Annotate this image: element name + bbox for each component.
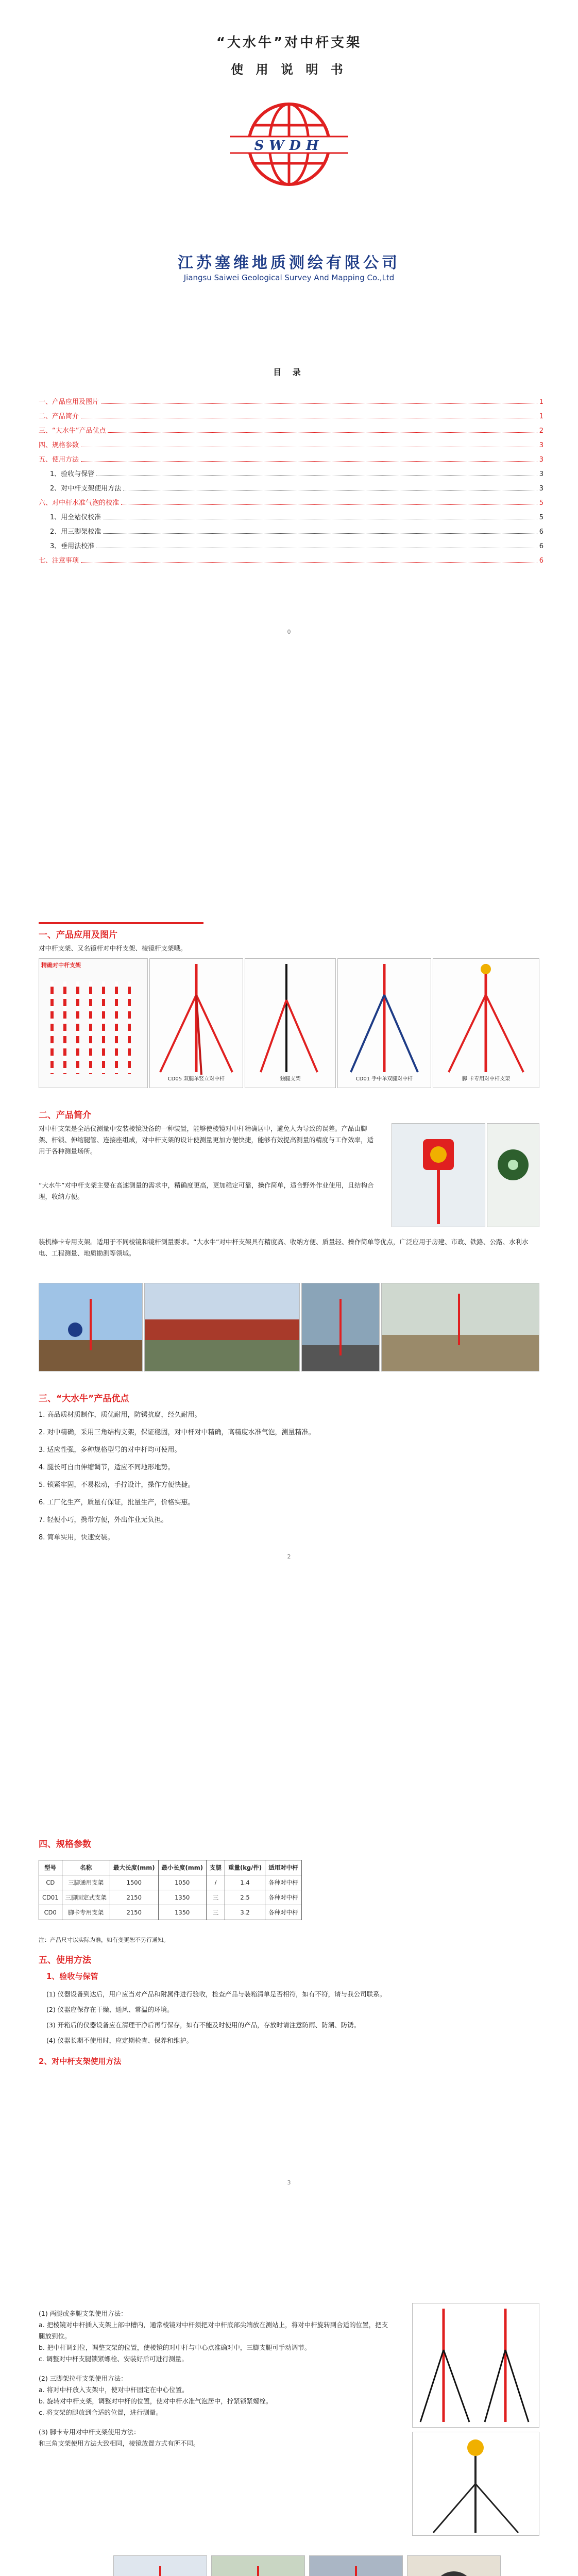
toc-entry-label: 2、用三脚架校准 [50, 528, 101, 536]
toc-leader [121, 504, 537, 505]
table-cell: CD01 [39, 1890, 62, 1905]
table-header: 名称 [62, 1860, 110, 1875]
toc-entry[interactable] [39, 449, 543, 464]
table-cell: 1350 [158, 1905, 206, 1920]
toc-entry-page: 3 [539, 442, 543, 449]
usage-methods [39, 2308, 389, 2449]
paragraph: b. 把中杆调到位，调整支架的位置，使棱镜的对中杆与中心点准确对中，三脚支腿可手动调节。 [39, 2344, 311, 2351]
toc-entry-page: 5 [539, 499, 543, 507]
toc-entry[interactable] [39, 507, 543, 521]
toc-leader [101, 403, 537, 404]
field-photo-8 [407, 2555, 501, 2576]
table-cell: 三 [207, 1905, 225, 1920]
table-header: 支腿 [207, 1860, 225, 1875]
toc-entry[interactable] [39, 550, 543, 565]
intro-paragraph-1: 对中杆支架是全站仪测量中安装棱镜设备的一种装置，能够使棱镜对中杆精确居中，避免人为导致的误差。产品由脚架、杆锁、伸缩腿管、连接座组成，对中杆支架的设计使测量更加方便快捷，能够有效提高测量的精度与工作效率，适用于各种测量场所。 [39, 1125, 374, 1155]
table-header: 重量(kg/件) [225, 1860, 265, 1875]
photo-label: CD01 手中单双腿对中杆 [355, 1076, 413, 1082]
toc-entry-label: 一、产品应用及图片 [39, 398, 99, 406]
toc-entry-page: 1 [539, 398, 543, 406]
table-cell: 1.4 [225, 1875, 265, 1890]
product-photo-clamp-tripod [433, 958, 539, 1088]
table-cell: 2150 [110, 1905, 158, 1920]
subsection-heading: 2、对中杆支架使用方法 [39, 2057, 122, 2066]
paragraph: (2) 三脚架拉杆支架使用方法： [39, 2375, 127, 2382]
paragraph: b. 旋转对中杆支架，调整对中杆的位置，使对中杆水准气泡居中，拧紧锁紧螺栓。 [39, 2397, 273, 2405]
paragraph: c. 将支架的腿放到合适的位置，进行测量。 [39, 2409, 162, 2416]
toc-title: 目 录 [273, 367, 305, 377]
product-photo-tripod [149, 958, 243, 1088]
photo-label: CD05 双腿单竖立对中杆 [167, 1076, 225, 1082]
section-heading: 五、使用方法 [39, 1955, 91, 1965]
product-photo-double-leg [337, 958, 431, 1088]
table-cell: 1050 [158, 1875, 206, 1890]
toc-leader [108, 432, 537, 433]
photo-label: 精确对中杆支架 [41, 962, 81, 969]
product-photo-bubble [487, 1123, 539, 1227]
field-photo-2 [144, 1283, 300, 1371]
table-row [39, 1875, 302, 1890]
toc-entry-label: 二、产品简介 [39, 413, 79, 420]
photo-label: 独腿支架 [280, 1076, 301, 1082]
advantages-list [39, 1406, 538, 1547]
toc-entry[interactable] [39, 464, 543, 478]
table-cell: 2150 [110, 1890, 158, 1905]
product-photo-detail [392, 1123, 485, 1227]
paragraph: (3) 脚卡专用对中杆支架使用方法： [39, 2428, 140, 2436]
section-caption: 对中杆支架、又名镜杆对中杆支架、棱镜杆支架哦。 [39, 944, 187, 952]
photo-label: 脚 卡专用对中杆支架 [462, 1076, 511, 1082]
table-header: 最大长度(mm) [110, 1860, 158, 1875]
paragraph: c. 调整对中杆支腿锁紧螺栓、安装好后可进行测量。 [39, 2355, 188, 2363]
usage-photo-prism [412, 2432, 539, 2536]
logo-text: SWDH [254, 138, 324, 154]
paragraph: 和三角支架使用方法大致相同，棱镜放置方式有所不同。 [39, 2439, 200, 2447]
field-photo-1 [39, 1283, 143, 1371]
table-cell: CD [39, 1875, 62, 1890]
table-cell: 三 [207, 1890, 225, 1905]
toc-entry-label: 五、使用方法 [39, 456, 79, 464]
toc-entry-page: 6 [539, 543, 543, 550]
page-number: 0 [287, 629, 291, 635]
page-number: 2 [287, 1553, 291, 1560]
toc-leader [81, 562, 537, 563]
toc-entry-label: 3、垂用法校准 [50, 543, 95, 550]
toc-entry[interactable] [39, 478, 543, 493]
section-heading: 四、规格参数 [39, 1839, 91, 1850]
list-item: 1. 高品质材质制作，质优耐用，防锈抗腐，经久耐用。 [39, 1411, 201, 1419]
usage-photo-tripod [412, 2303, 539, 2428]
list-item: 6. 工厂化生产，质量有保证，批量生产，价格实惠。 [39, 1499, 195, 1506]
toc-entry[interactable] [39, 493, 543, 507]
field-photo-3 [301, 1283, 380, 1371]
spec-table [39, 1860, 302, 1920]
toc-entry-label: 1、用全站仪校准 [50, 514, 101, 521]
toc-entry-page: 3 [539, 456, 543, 464]
paragraph: (2) 仪器应保存在干燥、通风、常温的环境。 [46, 2006, 174, 2013]
toc-entry-page: 3 [539, 470, 543, 478]
list-item: 7. 轻便小巧，携带方便，外出作业无负担。 [39, 1516, 168, 1524]
table-cell: 1350 [158, 1890, 206, 1905]
field-photo-6 [211, 2555, 305, 2576]
table-cell: 2.5 [225, 1890, 265, 1905]
intro-paragraph-3: 装机棒卡专用支架。适用于不同棱镜和镜杆测量要求。“大水牛”对中杆支架具有精度高、收纳方便、质量轻、操作简单等优点，广泛应用于房建、市政、铁路、公路、水利水电、工程测量、地质勘测等领域。 [39, 1238, 529, 1257]
paragraph: (1) 仪器设备到达后，用户应当对产品和附属件进行验收，检查产品与装箱清单是否相符，如有不符，请与我公司联系。 [46, 1990, 386, 1998]
section-heading: 三、“大水牛”产品优点 [39, 1394, 129, 1404]
table-cell: 1500 [110, 1875, 158, 1890]
toc-entry-page: 1 [539, 413, 543, 420]
table-cell: 3.2 [225, 1905, 265, 1920]
list-item: 2. 对中精确，采用三角结构支架，保证稳固，对中杆对中精确，高精度水准气泡，测量精准。 [39, 1429, 315, 1436]
toc-entry[interactable] [39, 406, 543, 420]
table-header: 最小长度(mm) [158, 1860, 206, 1875]
toc-entry[interactable] [39, 536, 543, 550]
toc-entry[interactable] [39, 420, 543, 435]
table-note: 注：产品尺寸以实际为准，如有变更恕不另行通知。 [39, 1937, 169, 1943]
toc-entry[interactable] [39, 392, 543, 406]
table-cell: 三脚固定式支架 [62, 1890, 110, 1905]
subsection-heading: 1、验收与保管 [46, 1972, 98, 1981]
field-photo-4 [381, 1283, 539, 1371]
toc-leader [81, 461, 537, 462]
product-photo-single-leg [245, 958, 336, 1088]
toc-entry[interactable] [39, 521, 543, 536]
section-divider [39, 922, 203, 924]
document-subtitle: 使 用 说 明 书 [231, 62, 347, 77]
field-photo-7 [309, 2555, 403, 2576]
table-cell: 各种对中杆 [265, 1905, 302, 1920]
table-of-contents [39, 392, 543, 565]
section-heading: 一、产品应用及图片 [39, 930, 117, 940]
product-photo-poles [39, 958, 148, 1088]
list-item: 8. 简单实用，快速安装。 [39, 1534, 114, 1541]
table-header: 型号 [39, 1860, 62, 1875]
list-item: 5. 锁紧牢固，不易松动，手拧设计，操作方便快捷。 [39, 1481, 195, 1489]
toc-entry-label: 2、对中杆支架使用方法 [50, 485, 122, 493]
paragraph: (1) 两腿或多腿支架使用方法： [39, 2310, 127, 2317]
table-cell: / [207, 1875, 225, 1890]
company-name-cn: 江苏塞维地质测绘有限公司 [178, 254, 400, 272]
table-cell: CD0 [39, 1905, 62, 1920]
toc-entry-label: 四、规格参数 [39, 442, 79, 449]
toc-entry-page: 2 [539, 427, 543, 435]
toc-entry[interactable] [39, 435, 543, 449]
toc-entry-label: 七、注意事项 [39, 557, 79, 565]
table-cell: 各种对中杆 [265, 1875, 302, 1890]
toc-entry-page: 5 [539, 514, 543, 521]
table-row [39, 1890, 302, 1905]
list-item: 4. 腿长可自由伸缩调节，适应不同地形地势。 [39, 1464, 175, 1471]
toc-entry-label: 三、“大水牛”产品优点 [39, 427, 106, 435]
section-heading: 二、产品简介 [39, 1110, 91, 1121]
table-header: 适用对中杆 [265, 1860, 302, 1875]
toc-entry-page: 6 [539, 557, 543, 565]
paragraph: (4) 仪器长期不使用时，应定期检查、保养和维护。 [46, 2037, 193, 2044]
paragraph: a. 把棱镜对中杆插入支架上部中槽内，通常棱镜对中杆须把对中杆底部尖端放在测站上，将对中杆旋转到合适的位置，把支腿放到位。 [39, 2321, 388, 2340]
toc-entry-label: 六、对中杆水准气泡的校准 [39, 499, 120, 507]
table-cell: 脚卡专用支架 [62, 1905, 110, 1920]
paragraph: (3) 开箱后的仪器设备应在清理干净后再行保存，如有不能及时使用的产品，存放时请注意防雨、防潮、防锈。 [46, 2021, 361, 2029]
company-name-en: Jiangsu Saiwei Geological Survey And Mapping Co.,Ltd [183, 273, 395, 282]
intro-paragraph-2: “大水牛”对中杆支架主要在高速测量的需求中，精确度更高，更加稳定可靠，操作简单，适合野外作业使用，且结构合理，收纳方便。 [39, 1181, 374, 1200]
document-title: “大水牛”对中杆支架 [216, 35, 362, 50]
toc-entry-page: 6 [539, 528, 543, 536]
paragraph: a. 将对中杆放入支架中，使对中杆固定在中心位置。 [39, 2386, 189, 2394]
table-row [39, 1905, 302, 1920]
toc-leader [103, 533, 537, 534]
page-number: 3 [287, 2179, 291, 2186]
toc-entry-label: 1、验收与保管 [50, 470, 95, 478]
toc-entry-page: 3 [539, 485, 543, 493]
table-cell: 各种对中杆 [265, 1890, 302, 1905]
field-photo-5 [113, 2555, 207, 2576]
table-cell: 三脚通用支架 [62, 1875, 110, 1890]
list-item: 3. 适应性强，多种规格型号的对中杆均可使用。 [39, 1446, 181, 1454]
